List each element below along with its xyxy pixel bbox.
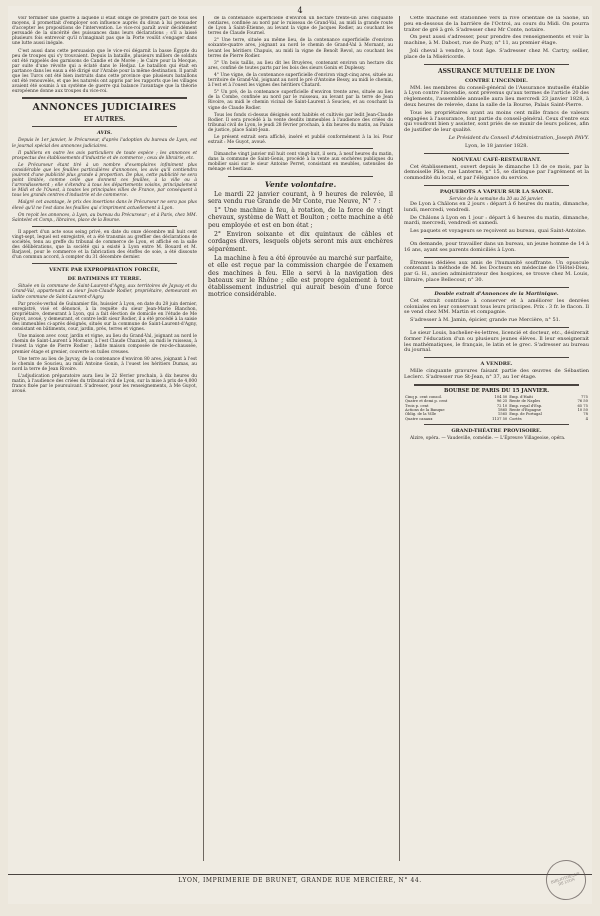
table-cell: 1865 <box>497 408 508 413</box>
column-2 <box>208 16 393 861</box>
assurance-heading: ASSURANCE MUTUELLE DE LYON <box>438 67 555 75</box>
table-cell: 775 <box>580 394 588 399</box>
table-cell: 10 50 <box>577 408 588 413</box>
stamp-text: BIBLIOTHÈQUE DE LYON <box>550 871 581 887</box>
paragraph: Le présent extrait sera affiché, inséré et publié conformément à la loi. Pour extrait : Me Guyot, avoué. <box>208 134 393 146</box>
restaurant-heading: NOUVEAU CAFÉ-RESTAURANT. <box>451 156 542 163</box>
paragraph: MM. les membres du conseil-général de l'Assurance mutuelle établie à Lyon contre l'incendie, sont prévenus qu'aux termes de l'article 20 des règlements, l'assemblée annuelle aura lieu mercredi 23 janvier 1828, à deux heures de relevée, dans la salle de la Bourse, Palais Saint-Pierre. <box>404 84 589 108</box>
separator <box>32 263 177 264</box>
paragraph: On peut aussi s'adresser, pour prendre des renseignements et voir la machine, à M. Dabost, rue de Puzy, n° 11, au premier étage. <box>404 34 589 47</box>
antidote-heading: Double extrait d'Annonces de la Martinique. <box>434 290 559 297</box>
table-cell: 72 10 <box>496 403 508 408</box>
paragraph: Il publiera en outre les avis particuliers de toute espèce ; les annonces et prospectus des établissements d'industrie et de commerce ; ceux de librairie, etc. <box>12 150 197 161</box>
separator <box>424 185 569 186</box>
paragraph: Cet extrait contribue à conserver et à améliorer les denrées coloniales en leur conservant tous leurs principes. Prix : 3 fr. le flacon. Il se vend chez MM. Martin et compagnie. <box>404 297 589 316</box>
table-row <box>404 417 589 421</box>
annonces-subheading: ET AUTRES. <box>83 116 126 124</box>
table-cell: 4 <box>585 416 588 421</box>
table-cell: Emp. royal d'Esp. <box>509 403 543 408</box>
page-number: 4 <box>297 6 303 15</box>
avendre-heading: A VENDRE. <box>480 361 513 368</box>
table-cell: 76 50 <box>577 399 588 404</box>
table-cell: Quatre et demi p. cent <box>405 399 448 404</box>
avis-heading: AVIS. <box>97 130 112 137</box>
separator <box>414 384 579 386</box>
table-cell: 78 <box>583 412 588 417</box>
table-cell: Emp. d'Haïti <box>509 394 533 399</box>
column-1 <box>12 16 197 861</box>
table-cell: 104 50 <box>494 394 508 399</box>
paragraph: Joli cheval à vendre, à tout âge. S'adresser chez M. Cartry, sellier, place de la Miséricorde. <box>404 47 589 60</box>
paragraph: On demande, pour travailler dans un bureau, un jeune homme de 14 à 16 ans, ayant ses parents domiciliés à Lyon. <box>404 241 589 253</box>
paragraph: S'adresser à M. Jamin, épicier, grande rue Mercière, n° 51. <box>410 317 561 324</box>
paragraph: Alzire, opéra. — Vaudeville, comédie. — L'Épreuve Villageoise, opéra. <box>410 436 566 442</box>
separator <box>22 97 187 99</box>
paragraph: Les paquets et voyageurs se reçoivent au bureau, quai Saint-Antoine. <box>410 228 587 235</box>
separator <box>228 176 373 177</box>
paragraph: Mille cinquante gravures faisant partie des œuvres de Sébastien Leclerc. S'adresser rue St-Jean, n° 37, au 1er étage. <box>404 368 589 380</box>
paragraph: Depuis le 1er janvier, le Précurseur, d'après l'adoption du bureau de Lyon, est le journal spécial des annonces judiciaires. <box>12 138 197 149</box>
paragraph: Tous les fonds ci-dessus désignés sont habités et cultivés par ledit Jean-Claude Rodier. Il sera procédé à la vente desdits immeubles à l'audience des criées du tribunal civil de Lyon, le jeudi 28 février prochain, à dix heures du matin, au Palais de justice, place Saint-Jean. <box>208 112 393 133</box>
column-divider <box>399 16 400 861</box>
paragraph: La machine à feu a été éprouvée au marché sur parfaite, et elle est reçue par la commission chargée de l'examen des machines à feu. Elle a servi à la navigation des bateaux sur le Rhône ; elle est propre également à tout établissement industriel qui aurait besoin d'une force motrice considérable. <box>208 254 393 299</box>
paquebots-subheading: Service de la semaine du 20 au 26 janvier. <box>449 196 544 202</box>
assurance-subheading: CONTRE L'INCENDIE. <box>465 77 528 84</box>
separator <box>424 238 569 239</box>
table-cell: Oblig. de la Ville <box>405 412 437 417</box>
separator <box>32 226 177 227</box>
column-3 <box>404 16 589 861</box>
paragraph: On reçoit les annonces, à Lyon, au bureau du Précurseur ; et à Paris, chez MM. Saintelet et Comp., libraires, place de la Bourse. <box>12 212 197 223</box>
paragraph: 2° Environ soixante et dix quintaux de câbles et cordages divers, lesquels objets seront mis aux enchères séparément. <box>208 231 393 253</box>
paquebots-heading: PAQUEBOTS A VAPEUR SUR LA SAONE. <box>439 188 554 195</box>
paragraph: C'est aussi dans cette persuasion que le vice-roi dégarnit la basse Égypte du peu de troupes qui s'y trouvaient. Depuis la bataille, plusieurs milliers de soldats ont été rappelés des garnisons de Candie et de Morée ; le Caire pour la Mecque, par suite d'une révolte qui a éclaté dans le Hedjaz. Le bataillon qui était en partance dans les eaux a été dirigé sur l'Arabie pour la même destination. Il paraît que les Turcs ont été bien instruits dans cette province que plusieurs bataillons ont été renouvelés, et que les naturels ont appris par les rapports que les villages avaient été soumis à un système de guerre qui balance l'avantage que la théorie européenne donne aux troupes du vice-roi. <box>12 48 197 95</box>
paragraph: Cet établissement, ouvert depuis le dimanche 13 de ce mois, par la demoiselle Pâle, rue Lanterne, n° 15, se distingue par l'agrément et la commodité du local, et par l'élégance du service. <box>404 163 589 182</box>
library-stamp <box>541 855 591 905</box>
table-cell: 1565 <box>497 412 508 417</box>
separator <box>424 153 569 154</box>
paragraph: De Lyon à Châlons en 2 jours : départ à 6 heures du matin, dimanche, lundi, mercredi, vendredi. <box>404 201 589 213</box>
paragraph: L'adjudication préparatoire aura lieu le 22 février prochain, à dix heures du matin, à l'audience des criées du tribunal civil de Lyon, sur la mise à prix de 4,000 francs fixée par le poursuivant. S'adresser, pour les renseignements, à Me Guyot, avoué. <box>12 373 197 395</box>
table-cell: Quatre canaux <box>405 416 433 421</box>
vente-volontaire-heading: Vente volontaire. <box>264 179 337 189</box>
dateline: Lyon, le 18 janvier 1828. <box>465 142 528 149</box>
separator <box>424 257 569 258</box>
paragraph: Située en la commune de Saint-Laurent-d'Agny, aux territoires de Jayvay et du Grand-Val, appartenant au sieur Jean-Claude Rodier, propriétaire, demeurant en ladite commune de Saint-Laurent-d'Agny. <box>12 284 197 300</box>
paragraph: Cette machine est stationnée vers la rive orientale de la Saône, un peu en-dessous de la barrière de l'Octroi, au cours du Midi. On pourra traiter de gré à gré. S'adresser chez Mr Conte, notaire. <box>404 16 589 33</box>
table-cell: 96 25 <box>496 399 508 404</box>
separator <box>32 126 177 127</box>
paragraph: 1° Une machine à feu, à rotation, de la force de vingt chevaux, système de Watt et Boulton ; cette machine a été peu employée et est en bon état ; <box>208 207 393 229</box>
paragraph: voir terminer une guerre à laquelle il était obligé de prendre part de tous ses moyens, il promettait d'employer son influence auprès du divan à lui persuader d'accepter les propositions de l'intervention. Le vice-roi paraît avoir décidément persuadé de la sincérité des puissances dans leurs déclarations ; s'il a laissé plusieurs fois entrevoir qu'il n'imaginait pas que la Porte voulût s'engager dans une lutte aussi inégale. <box>12 16 197 47</box>
paragraph: Le sieur Louis, bachelier-ès-lettres, licencié et docteur, etc., désirerait former l'éducation d'un ou plusieurs jeunes élèves. Il leur enseignerait les mathématiques, le français, le latin et le grec. S'adresser au bureau du journal. <box>404 329 589 354</box>
paragraph: Étrennes dédiées aux amis de l'humanité souffrante. Un opuscule contenant la méthode de M. les Docteurs en médecine de l'Hôtel-Dieu, par G. H., ancien administrateur des hospices, se trouve chez M. Louis, libraire, place Bellecour, n° 30. <box>404 259 589 283</box>
paragraph: Une terre au lieu de Jayvay, de la contenance d'environ 80 ares, joignant à l'est le chemin de Soucieu, au midi Antoine Gonin, à l'ouest les héritiers Dumas, au nord la terre de Jean Rivoire. <box>12 356 197 372</box>
separator <box>424 327 569 328</box>
paragraph: Le mardi 22 janvier courant, à 9 heures de relevée, il sera vendu rue Grande de Mr Conte, rue Neuve, N° 7 : <box>208 190 393 205</box>
paragraph: 3° Un bois taillis, au lieu dit les Bruyères, contenant environ un hectare dix ares, confiné de toutes parts par les bois des sieurs Gonin et Duplessy. <box>208 60 393 71</box>
paragraph: 5° Un pré, de la contenance superficielle d'environ trente ares, située au lieu de la Combe, confinée au nord par le ruisseau, au levant par la terre de Jean Rivoire, au midi le chemin vicinal de Saint-Laurent à Soucieu, et au couchant la vigne de Claude Rodier. <box>208 90 393 111</box>
table-cell: 1137 50 <box>492 416 508 421</box>
table-cell: Cortès <box>509 416 522 421</box>
vente-heading: VENTE PAR EXPROPRIATION FORCÉE, <box>49 267 160 274</box>
table-cell: Cinq p. cent consol. <box>405 394 443 399</box>
paragraph: Par procès-verbal de Guinamier fils, huissier à Lyon, en date du 28 juin dernier, enregistré, visé et dénoncé, à la requête du sieur Jean-Marie Blanchon, propriétaire, demeurant à Lyon, qui a fait élection de domicile en l'étude de Me Guyot, avoué, y demeurant, et contre ledit sieur Rodier, il a été procédé à la saisie des immeubles ci-après désignés, situés sur la commune de Saint-Laurent-d'Agny, consistant en bâtiments, cour, jardin, prés, terres et vignes. <box>12 301 197 333</box>
separator <box>424 64 569 65</box>
separator <box>424 287 569 288</box>
paragraph: Malgré cet avantage, le prix des insertions dans le Précurseur ne sera pas plus élevé qu'il ne l'est dans les feuilles qui s'impriment actuellement à Lyon. <box>12 200 197 211</box>
table-cell: Emp. de Portugal <box>509 412 542 417</box>
annonces-heading: ANNONCES JUDICIAIRES <box>32 102 177 114</box>
bourse-heading: BOURSE DE PARIS DU 15 JANVIER. <box>443 387 550 394</box>
imprint-footer: LYON, IMPRIMERIE DE BRUNET, GRANDE RUE MERCIÈRE, N° 44. <box>8 874 592 884</box>
paragraph: Une maison avec cour, jardin et vigne, au lieu du Grand-Val, joignant au nord le chemin de Saint-Laurent à Mornant, à l'est Claude Chazalet, au midi le ruisseau, à l'ouest la vigne de Pierre Rodier ; ladite maison composée de rez-de-chaussée, premier étage et grenier, couverte en tuiles creuses. <box>12 334 197 355</box>
newspaper-page <box>8 6 592 904</box>
paragraph: De Châlons à Lyon en 1 jour : départ à 6 heures du matin, dimanche, mardi, mercredi, vendredi et samedi. <box>404 214 589 227</box>
paragraph: Dimanche vingt janvier mil huit cent vingt-huit, il sera, à neuf heures du matin, dans la commune de Saint-Genis, procédé à la vente aux enchères publiques du mobilier saisi sur le sieur Antoine Perret, consistant en meubles, ustensiles de ménage et bestiaux. <box>208 152 393 173</box>
table-cell: 65 75 <box>577 403 588 408</box>
table-cell: Trois p. cent <box>405 403 429 408</box>
separator <box>424 357 569 358</box>
theatre-heading: GRAND-THÉATRE PROVISOIRE. <box>451 428 542 435</box>
vente-subheading: DE BATIMENS ET TERRE. <box>67 276 142 283</box>
separator <box>424 424 569 425</box>
paragraph: Le Précurseur étant tiré à un nombre d'exemplaires infiniment plus considérable que les feuilles particulières d'annonces, les avis qu'il contiendra jouiront d'une publicité plus grande à proportion. De plus, cette publicité ne sera point limitée, comme celle que donnent ces feuilles, à la ville ou à l'arrondissement ; elle s'étendra à tous les départements voisins, principalement le Midi et de l'Ouest, à toutes les principales villes de France, par conséquent à tous les grands centres d'industrie et de commerce. <box>12 162 197 199</box>
paragraph: 4° Une vigne, de la contenance superficielle d'environ vingt-cinq ares, située au territoire de Grand-Val, joignant au nord le pré d'Antoine Bessy, au midi le chemin, à l'est et à l'ouest les vignes des héritiers Chatard. <box>208 72 393 89</box>
table-cell: Actions de la Banque <box>405 408 445 413</box>
paragraph: Tous les propriétaires ayant au moins cent mille francs de valeurs engagées à l'assurance, font partie du conseil-général. Ceux d'entre eux qui voudront bien y assister, sont priés de se munir de leurs polices, afin de justifier de leur qualité. <box>404 109 589 134</box>
signature: Le Président du Conseil d'Administration, Joseph PAVY. <box>448 134 589 141</box>
paragraph: de la contenance superficielle d'environ un hectare trente-un ares cinquante centiares, confinée au nord par le ruisseau de Grand-Val, au midi la grande route de Lyon à Saint-Étienne, au levant la vigne de Jacques Rodier, au couchant les terres de Claude Fournel. <box>208 16 393 37</box>
bourse-table <box>404 395 589 421</box>
paragraph: 2° Une terre, située au même lieu, de la contenance superficielle d'environ soixante-quatre ares, joignant au nord le chemin de Grand-Val à Mornant, au levant les héritiers Chapuis, au midi la vigne de Benoît Revol, au couchant les terres de Pierre Rodier. <box>208 38 393 59</box>
column-divider <box>203 16 204 861</box>
paragraph: Il appert d'un acte sous seing privé, en date du onze décembre mil huit cent vingt-sept, lequel est enregistré, et a été transmis au greffier des déclarations de sociétés, tenu au greffe du tribunal de commerce de Lyon, et affiché en la salle des délibérations, que la société qui a existé à Lyon entre M. Bouard et M. Barjavel, pour le commerce et la fabrication des étoffes de soie, a été dissoute d'un commun accord, à compter du 31 décembre dernier. <box>12 229 197 261</box>
table-cell: Rente d'Espagne <box>509 408 541 413</box>
separator <box>228 148 373 149</box>
table-cell: Rente de Naples <box>509 399 541 404</box>
